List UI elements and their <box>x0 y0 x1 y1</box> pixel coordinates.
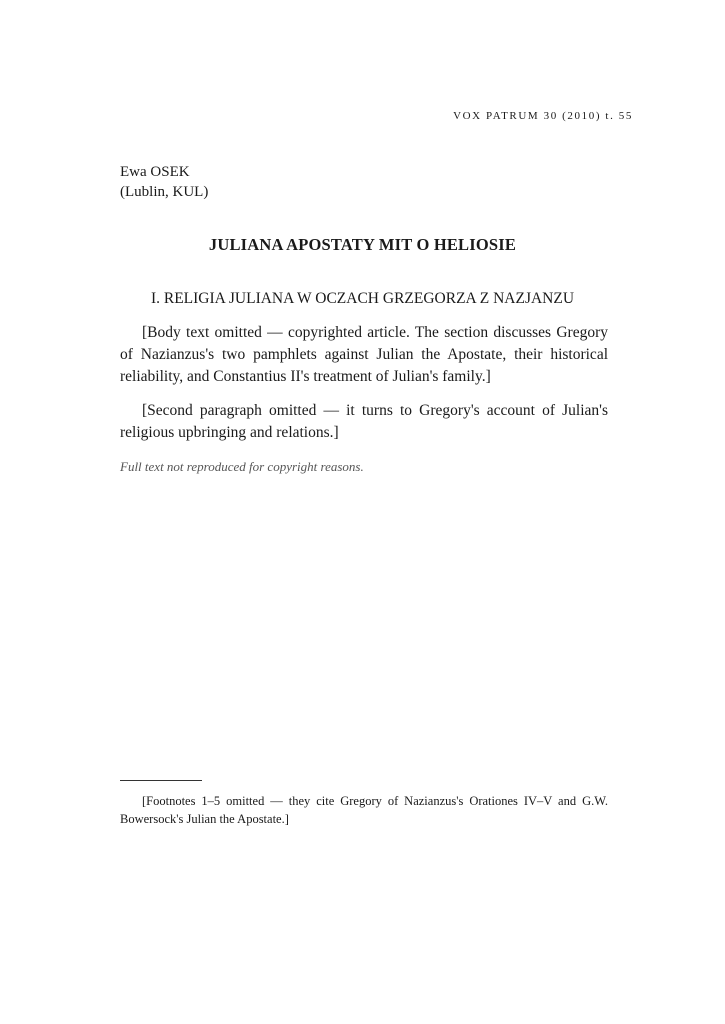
body-paragraph-1: [Body text omitted — copyrighted article. The section discusses Gregory of Nazianzus's two pamphlets against Julian the Apostate, their historical reliability, and Constantius II's treatment of Julian's family.] <box>120 324 608 385</box>
author-block <box>120 162 208 202</box>
omission-note: Full text not reproduced for copyright reasons. <box>120 459 364 474</box>
footnotes <box>120 792 608 831</box>
body-paragraph-2: [Second paragraph omitted — it turns to Gregory's account of Julian's religious upbringing and relations.] <box>120 402 608 441</box>
footnotes-summary: [Footnotes 1–5 omitted — they cite Gregory of Nazianzus's Orationes IV–V and G.W. Bowersock's Julian the Apostate.] <box>120 794 608 826</box>
author-name: Ewa OSEK <box>120 164 190 180</box>
author-affiliation: (Lublin, KUL) <box>120 184 209 200</box>
article-title: JULIANA APOSTATY MIT O HELIOSIE <box>208 235 517 254</box>
body-text <box>120 322 608 490</box>
section-heading: I. RELIGIA JULIANA W OCZACH GRZEGORZA Z NAZJANZU <box>150 290 575 307</box>
footnote-rule <box>120 780 202 781</box>
running-head: VOX PATRUM 30 (2010) t. 55 <box>453 110 633 122</box>
